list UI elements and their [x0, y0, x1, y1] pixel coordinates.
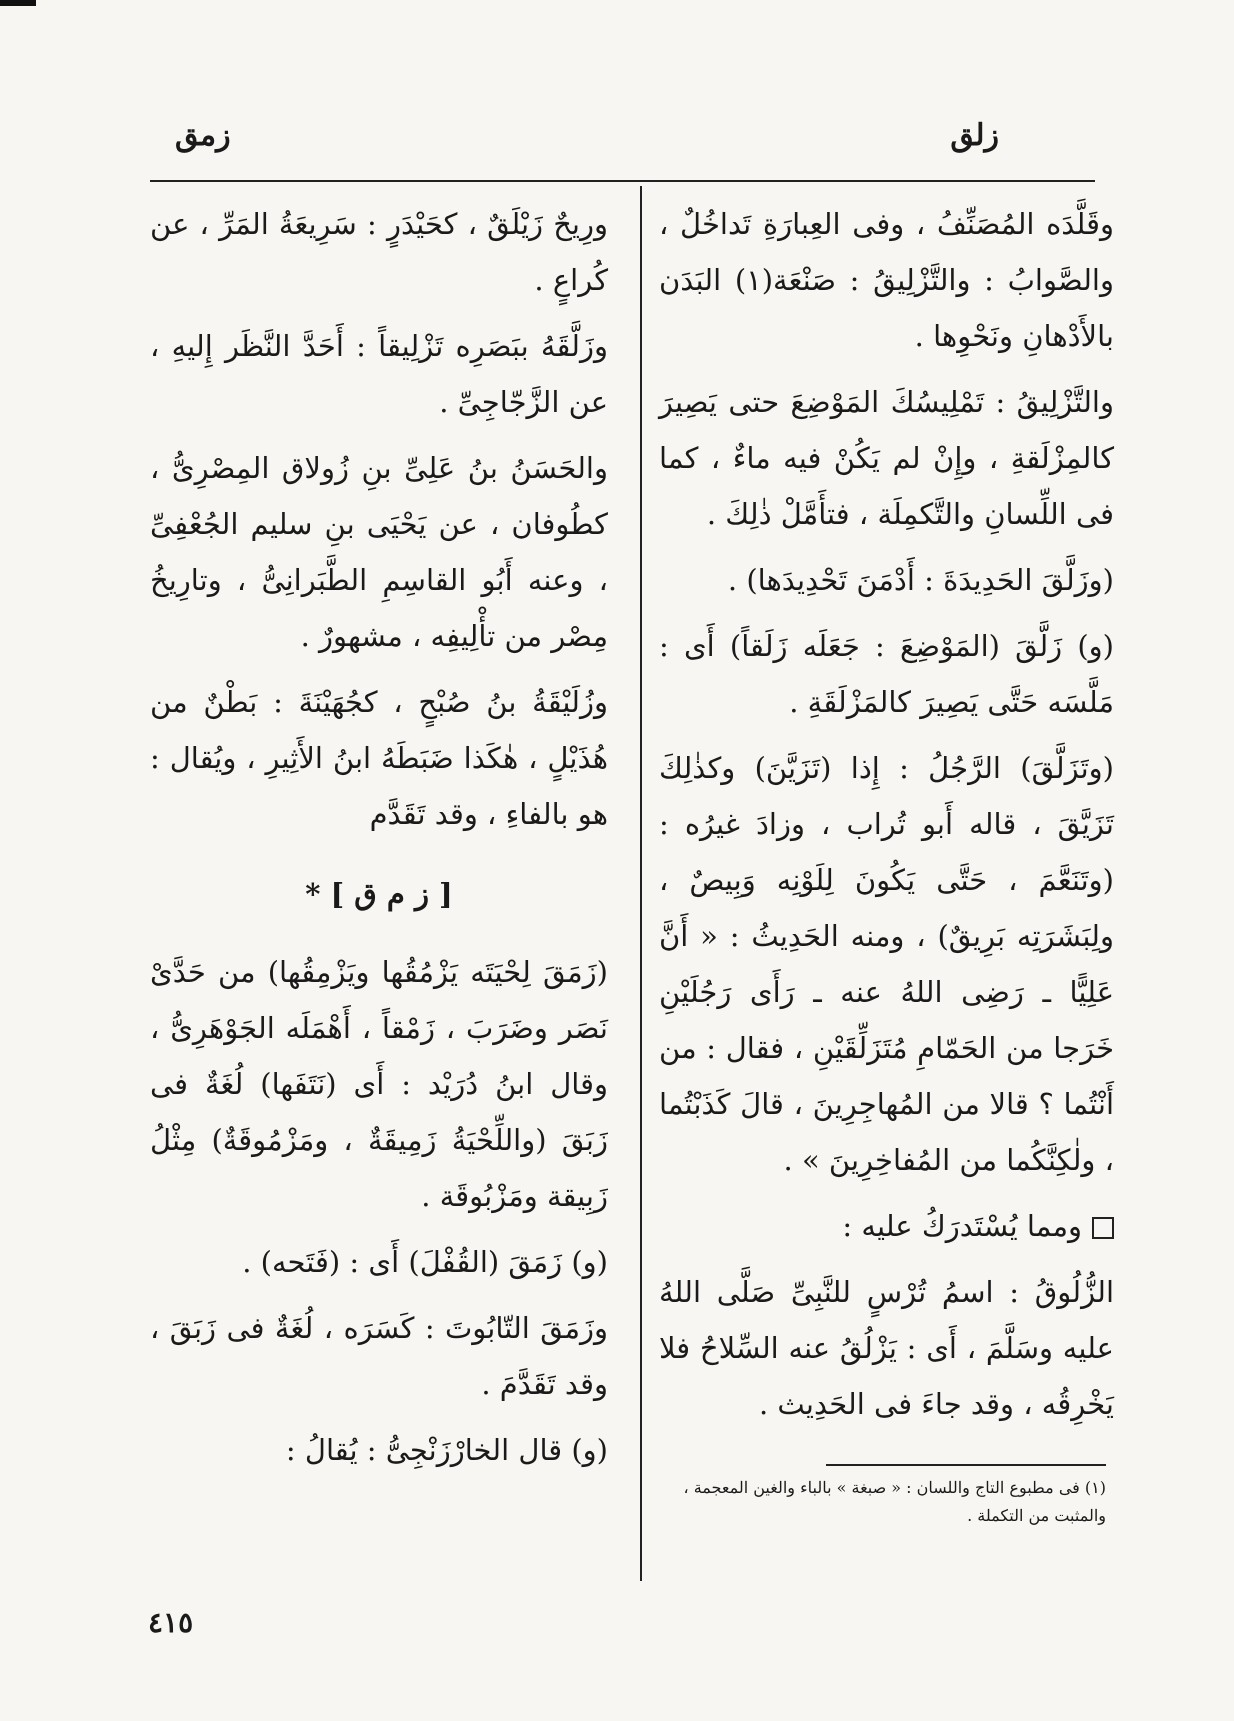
bracket-icon — [1092, 1217, 1114, 1239]
paragraph: (و) زَلَّقَ (المَوْضِعَ : جَعَلَه زَلَقاً) أَى : مَلَّسَه حَتَّى يَصِيرَ كالمَزْلَقَةِ . — [659, 629, 1114, 719]
paragraph: وزُلَيْقَةُ بنُ صُبْحٍ ، كجُهَيْنَةَ : بَطْنٌ من هُذَيْلٍ ، هٰكَذا ضَبَطَهُ ابنُ الأَثِيرِ ، ويُقال : هو بالفاءِ ، وقد تَقَدَّم — [150, 685, 608, 831]
paragraph: (زَمَقَ لِحْيَتَه يَزْمُقُها ويَزْمِقُها) من حَدَّىْ نَصَر وضَرَبَ ، زَمْقاً ، أَهْمَلَه الجَوْهَرِىُّ ، وقال ابنُ دُرَيْد : أَى (نَتَفَها) لُغَةٌ فى زَبَقَ (واللِّحْيَةُ زَمِيقَةٌ ، ومَزْمُوقَةٌ) مِثْلُ زَبِيقة ومَزْبُوقَة . — [150, 955, 608, 1213]
paragraph: الزُّلُوقُ : اسمُ تُرْسٍ للنَّبِىِّ صَلَّى اللهُ عليه وسَلَّمَ ، أَى : يَزْلُقُ عنه السِّلاحُ فلا يَخْرِقُه ، وقد جاءَ فى الحَدِيث . — [659, 1275, 1114, 1421]
entry-title: [ ز م ق ] * — [305, 877, 453, 911]
column-divider — [640, 186, 642, 1581]
header-rule — [150, 180, 1095, 182]
paragraph: (و) قال الخارْزَنْجِىُّ : يُقالُ : — [285, 1433, 608, 1467]
addendum-heading — [659, 1198, 1114, 1254]
paragraph: والحَسَنُ بنُ عَلِىِّ بنِ زُولاق المِصْرِىُّ ، كطُوفان ، عن يَحْيَى بنِ سليم الجُعْفِىِّ ، وعنه أَبُو القاسِمِ الطَّبَرانِىُّ ، وتارِيخُ مِصْر من تأْلِيفِه ، مشهورٌ . — [150, 451, 608, 653]
paragraph: ورِيحٌ زَيْلَقٌ ، كحَيْدَرٍ : سَرِيعَةُ المَرِّ ، عن كُراعٍ . — [150, 207, 608, 297]
paragraph: والتَّزْلِيقُ : تَمْلِيسُكَ المَوْضِعَ حتى يَصِيرَ كالمِزْلَقةِ ، وإِنْ لم يَكُنْ فيه ماءٌ ، كما فى اللِّسانِ والتَّكمِلَة ، فتأَمَّلْ ذٰلِكَ . — [659, 385, 1114, 531]
addendum-heading-text: ومما يُسْتَدرَكُ عليه : — [842, 1209, 1082, 1243]
paragraph: (و) زَمَقَ (القُفْلَ) أَى : (فَتَحه) . — [242, 1245, 608, 1279]
running-head-right: زلق — [950, 118, 999, 153]
footnote: (١) فى مطبوع التاج واللسان : « صبغة » بالباء والغين المعجمة ، والمثبت من التكملة . — [683, 1478, 1106, 1525]
left-column — [150, 196, 608, 1488]
paragraph: وزَمَقَ التّابُوتَ : كَسَرَه ، لُغَةٌ فى زَبَقَ ، وقد تَقَدَّمَ . — [150, 1311, 608, 1401]
paragraph: وزَلَّقَهُ ببَصَرِه تَزْلِيقاً : أَحَدَّ النَّظَر إِليهِ ، عن الزَّجّاجِىِّ . — [150, 329, 608, 419]
running-head-left: زمق — [175, 118, 231, 153]
paragraph: (وزَلَّقَ الحَدِيدَةَ : أَدْمَنَ تَحْدِيدَها) . — [727, 563, 1114, 597]
paragraph: وقَلَّدَه المُصَنِّفُ ، وفى العِبارَةِ تَداخُلٌ ، والصَّوابُ : والتَّزْلِيقُ : صَنْعَة(١) البَدَن بالأَدْهانِ ونَحْوِها . — [659, 207, 1114, 353]
page-number: ٤١٥ — [148, 1606, 194, 1639]
right-column — [659, 196, 1114, 1442]
footnote-rule — [826, 1464, 1106, 1466]
paragraph: (وتَزَلَّقَ) الرَّجُلُ : إِذا (تَزَيَّنَ) وكذٰلِكَ تَزَيَّقَ ، قاله أَبو تُراب ، وزادَ غيرُه : (وتَنَعَّمَ ، حَتَّى يَكُونَ لِلَوْنِه وَبِيصٌ ، ولِبَشَرَتِه بَرِيقٌ) ، ومنه الحَدِيثُ : « أَنَّ عَلِيًّا ـ رَضِى اللهُ عنه ـ رَأَى رَجُلَيْنِ خَرَجا من الحَمّامِ مُتَزَلِّقَيْنِ ، فقال : من أَنْتُما ؟ قالا من المُهاجِرِينَ ، قالَ كَذَبْتُما ، ولٰكِنَّكُما من المُفاخِرِينَ » . — [659, 751, 1114, 1177]
corner-mark — [0, 0, 36, 6]
